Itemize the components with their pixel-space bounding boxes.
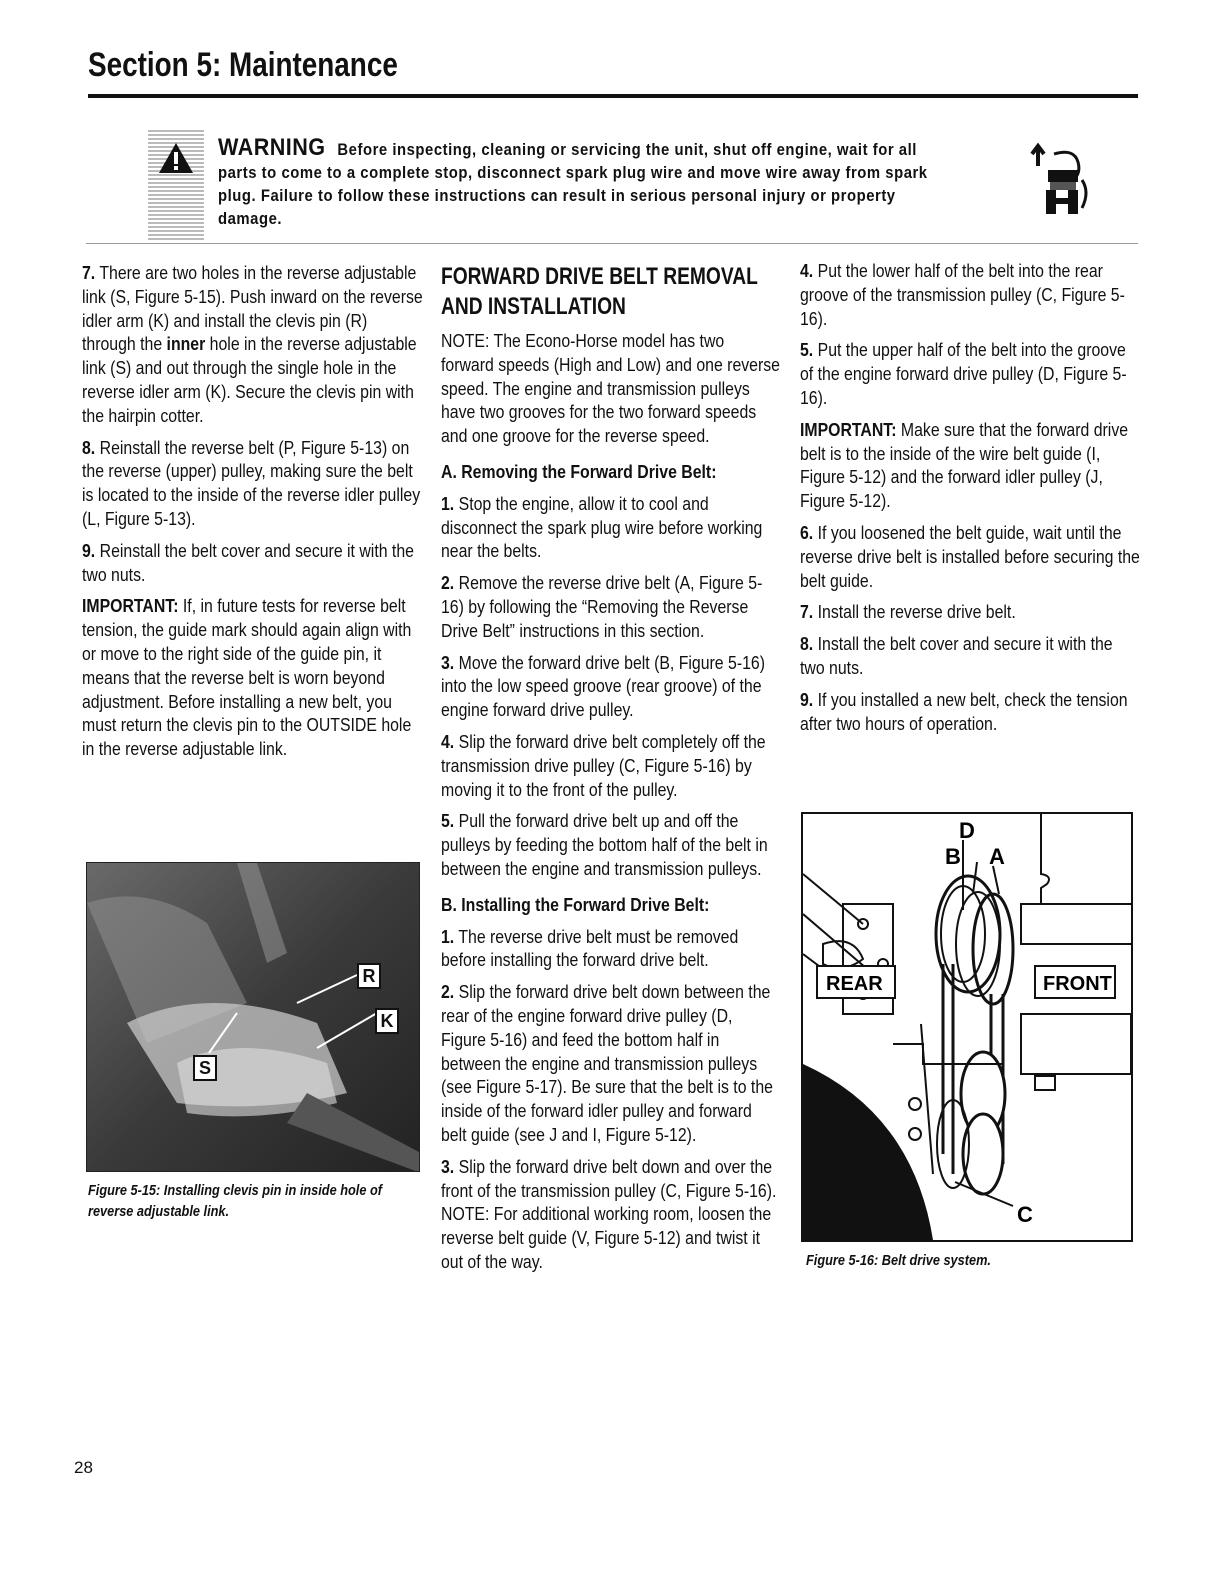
step-number: 5. bbox=[441, 811, 455, 832]
label-front: FRONT bbox=[1043, 973, 1112, 995]
step-c4 bbox=[800, 260, 1141, 331]
important-note bbox=[800, 419, 1141, 514]
step-text: hole in the reverse adjustable link (S) and out through the single hole in the reverse idler arm (K). Secure the clevis pin with the hairpin cotter. bbox=[82, 334, 417, 426]
warning-box bbox=[148, 130, 1138, 242]
step-a3 bbox=[441, 652, 780, 723]
step-number: 7. bbox=[82, 263, 96, 283]
step-text: Reinstall the belt cover and secure it with the two nuts. bbox=[82, 540, 414, 585]
step-7 bbox=[82, 262, 423, 429]
step-text: Slip the forward drive belt down and over the front of the transmission pulley (C, Figure 5-16). NOTE: For additional working room, loosen the reverse belt guide (V, Figure 5-12) and twist it out of the way. bbox=[441, 1156, 777, 1272]
figure-5-16-caption: Figure 5-16: Belt drive system. bbox=[806, 1252, 991, 1269]
belt-drive-illustration bbox=[803, 814, 1131, 1240]
title-rule bbox=[88, 94, 1138, 98]
step-number: 6. bbox=[800, 522, 814, 543]
step-text: Put the upper half of the belt into the groove of the engine forward drive pulley (D, Figure 5-16). bbox=[800, 340, 1127, 408]
step-b2 bbox=[441, 981, 780, 1148]
step-number: 7. bbox=[800, 602, 814, 623]
step-text: Put the lower half of the belt into the rear groove of the transmission pulley (C, Figure 5-16). bbox=[800, 261, 1125, 329]
important-label: IMPORTANT: bbox=[800, 419, 897, 440]
step-text: Reinstall the reverse belt (P, Figure 5-13) on the reverse (upper) pulley, making sure the belt is located to the inside of the reverse idler pulley (L, Figure 5-13). bbox=[82, 437, 421, 529]
label-b: B bbox=[945, 844, 961, 869]
step-number: 2. bbox=[441, 573, 455, 594]
step-c7 bbox=[800, 601, 1141, 625]
spark-plug-disconnect-icon bbox=[1018, 140, 1098, 220]
section-heading: FORWARD DRIVE BELT REMOVAL AND INSTALLATION bbox=[441, 263, 758, 320]
step-text: Install the reverse drive belt. bbox=[817, 602, 1016, 623]
step-a4 bbox=[441, 731, 780, 802]
page-title: Section 5: Maintenance bbox=[88, 46, 398, 84]
important-text: Make sure that the forward drive belt is to the inside of the wire belt guide (I, Figure 5-12) and the forward idler pulley (J, Figure 5-12). bbox=[800, 419, 1129, 512]
step-c5 bbox=[800, 339, 1141, 410]
step-a5 bbox=[441, 810, 780, 881]
photo-label-s: S bbox=[193, 1055, 217, 1081]
step-text: Pull the forward drive belt up and off the pulleys by feeding the bottom half of the belt in between the engine and transmission pulleys. bbox=[441, 811, 768, 879]
clevis-pin-photo-illustration bbox=[87, 863, 420, 1172]
step-a1 bbox=[441, 493, 780, 564]
step-number: 3. bbox=[441, 652, 455, 673]
step-b3 bbox=[441, 1156, 780, 1275]
step-c8 bbox=[800, 633, 1141, 681]
photo-label-r: R bbox=[357, 963, 381, 989]
column-middle bbox=[441, 262, 779, 1283]
important-text: If, in future tests for reverse belt tension, the guide mark should again align with or move to the right side of the guide pin, it means that the reverse belt is worn beyond adjustment. Before installing a new belt, you must return the clevis pin to the OUTSIDE hole in the reverse adjustable link. bbox=[82, 596, 412, 760]
step-text: If you loosened the belt guide, wait until the reverse drive belt is installed before securing the belt guide. bbox=[800, 522, 1140, 591]
step-text: Slip the forward drive belt down between the rear of the engine forward drive pulley (D, Figure 5-16) and feed the bottom half in between the engine and transmission pulleys (see Figure 5-17). Be sure that the belt is to the inside of the forward idler pulley and forward belt guide (see J and I, Figure 5-12). bbox=[441, 982, 773, 1145]
subheading-removing: A. Removing the Forward Drive Belt: bbox=[441, 461, 717, 482]
step-9 bbox=[82, 540, 423, 588]
step-text: If you installed a new belt, check the tension after two hours of operation. bbox=[800, 689, 1128, 734]
figure-5-15-photo bbox=[86, 862, 420, 1172]
photo-label-k: K bbox=[375, 1008, 399, 1034]
step-text: Remove the reverse drive belt (A, Figure 5-16) by following the “Removing the Reverse Drive Belt” instructions in this section. bbox=[441, 573, 763, 641]
step-number: 9. bbox=[82, 540, 96, 561]
model-note: NOTE: The Econo-Horse model has two forward speeds (High and Low) and one reverse speed. The engine and transmission pulleys have two grooves for the two forward speeds and one groove for the reverse speed. bbox=[441, 331, 780, 447]
step-number: 1. bbox=[441, 493, 455, 514]
step-8 bbox=[82, 437, 423, 532]
step-number: 8. bbox=[82, 437, 96, 458]
label-d: D bbox=[959, 818, 975, 843]
column-left bbox=[82, 262, 422, 770]
step-number: 1. bbox=[441, 926, 455, 947]
warning-divider bbox=[86, 243, 1138, 244]
step-a2 bbox=[441, 572, 780, 643]
step-number: 9. bbox=[800, 689, 814, 710]
label-c: C bbox=[1017, 1202, 1033, 1227]
step-number: 3. bbox=[441, 1156, 455, 1177]
important-note bbox=[82, 595, 423, 762]
step-text: Slip the forward drive belt completely off the transmission drive pulley (C, Figure 5-16) by moving it to the front of the pulley. bbox=[441, 731, 766, 800]
warning-text bbox=[218, 136, 938, 231]
page-number: 28 bbox=[74, 1458, 93, 1477]
figure-5-15-caption: Figure 5-15: Installing clevis pin in inside hole of reverse adjustable link. bbox=[88, 1182, 383, 1220]
step-number: 4. bbox=[441, 731, 455, 752]
step-number: 8. bbox=[800, 634, 814, 655]
column-right bbox=[800, 260, 1140, 744]
subheading-installing: B. Installing the Forward Drive Belt: bbox=[441, 894, 710, 915]
step-text: Stop the engine, allow it to cool and disconnect the spark plug wire before working near the belts. bbox=[441, 493, 763, 562]
step-text: Install the belt cover and secure it with the two nuts. bbox=[800, 634, 1113, 678]
warning-label: WARNING bbox=[218, 134, 326, 161]
step-text: Move the forward drive belt (B, Figure 5-16) into the low speed groove (rear groove) of the engine forward drive pulley. bbox=[441, 652, 766, 721]
warning-triangle-icon bbox=[158, 142, 194, 174]
label-a: A bbox=[989, 844, 1005, 869]
step-number: 4. bbox=[800, 261, 814, 281]
step-text: The reverse drive belt must be removed before installing the forward drive belt. bbox=[441, 926, 739, 971]
step-text: There are two holes in the reverse adjustable link (S, Figure 5-15). Push inward on the reverse idler arm (K) and install the clevis pin (R) through the bbox=[82, 263, 423, 355]
figure-5-16-diagram bbox=[801, 812, 1133, 1242]
step-c9 bbox=[800, 689, 1141, 737]
step-c6 bbox=[800, 522, 1141, 593]
step-b1 bbox=[441, 926, 780, 974]
step-number: 5. bbox=[800, 340, 814, 361]
step-number: 2. bbox=[441, 982, 455, 1003]
important-label: IMPORTANT: bbox=[82, 596, 179, 617]
label-rear: REAR bbox=[826, 973, 883, 995]
step-emphasis: inner bbox=[166, 334, 206, 355]
warning-body: Before inspecting, cleaning or servicing the unit, shut off engine, wait for all parts to come to a complete stop, disconnect spark plug wire and move wire away from spark plug. Failure to follow these instructions can result in serious personal injury or property damage. bbox=[218, 141, 928, 228]
